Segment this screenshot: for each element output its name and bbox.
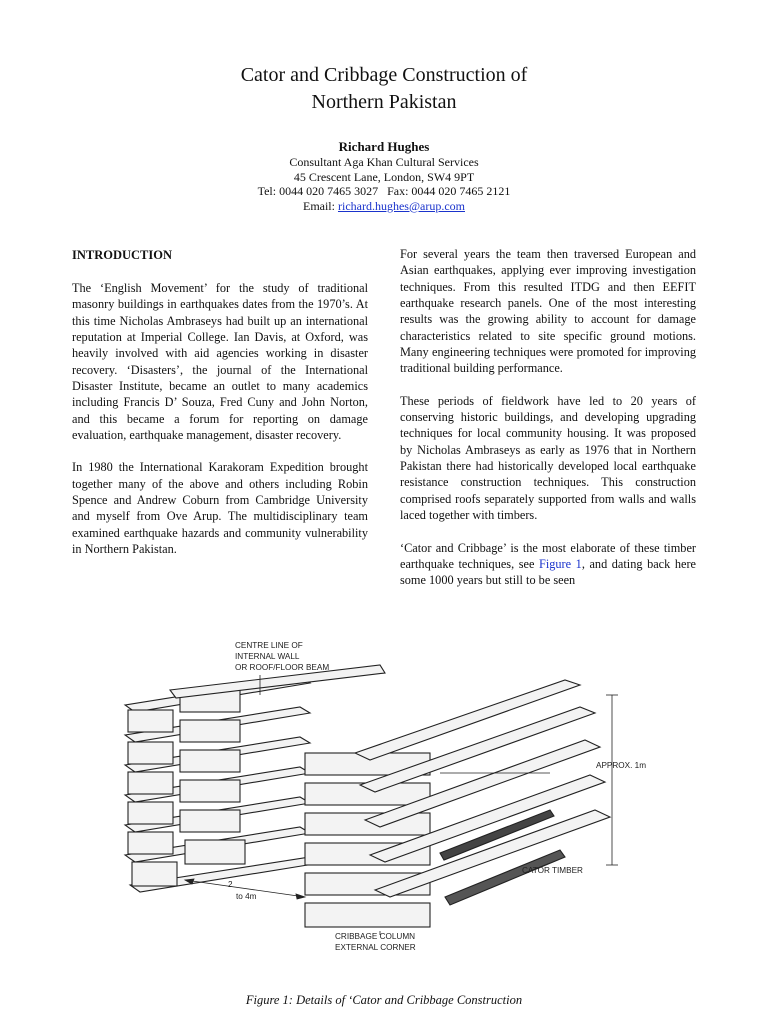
- author-role: Consultant Aga Khan Cultural Services: [289, 155, 479, 169]
- author-phones: Tel: 0044 020 7465 3027 Fax: 0044 020 7465 2121: [257, 184, 511, 198]
- author-block: [0, 138, 768, 213]
- section-heading: INTRODUCTION: [72, 248, 173, 262]
- paragraph-text: , and dating back here some 1000 years but still to be seen: [400, 556, 697, 588]
- label-centre-line-1: CENTRE LINE OF: [235, 641, 303, 650]
- title-line-1: Cator and Cribbage Construction of: [240, 64, 528, 86]
- label-approx: APPROX. 1m: [596, 761, 647, 770]
- label-cator-timber: CATOR TIMBER: [522, 866, 583, 875]
- cator-cribbage-drawing: [110, 635, 670, 965]
- author-email-line: [0, 199, 768, 214]
- title-line-2: Northern Pakistan: [311, 91, 457, 113]
- email-link[interactable]: richard.hughes@arup.com: [337, 198, 465, 213]
- label-column-1: CRIBBAGE COLUMN: [335, 932, 416, 941]
- author-name: Richard Hughes: [338, 139, 430, 154]
- right-column: [400, 246, 696, 605]
- author-address: 45 Crescent Lane, London, SW4 9PT: [293, 169, 475, 184]
- figure-caption: Figure 1: Details of ‘Cator and Cribbage Construction: [245, 993, 523, 1007]
- label-span-2: to 4m: [236, 892, 257, 901]
- label-column-2: EXTERNAL CORNER: [335, 943, 416, 952]
- paragraph: [400, 540, 696, 589]
- label-centre-line-3: OR ROOF/FLOOR BEAM: [235, 663, 330, 672]
- email-label: Email:: [302, 198, 338, 213]
- figure-1: [110, 635, 670, 965]
- paragraph: In 1980 the International Karakoram Expedition brought together many of the above and others including Robin Spence and Andrew Coburn from Cambridge University and myself from Ove Arup. The multidisciplinary team examined earthquake hazards and community vulnerability in Northern Pakistan.: [72, 460, 368, 557]
- page-title: [0, 62, 768, 116]
- paragraph: The ‘English Movement’ for the study of traditional masonry buildings in earthquakes dates from the 1970’s. At this time Nicholas Ambraseys had built up an international reputation at Imperial College. Ian Davis, at Oxford, was heavily involved with aid agencies working in disaster recovery. ‘Disasters’, the journal of the International Disaster Institute, became an outlet to many academics including Francis D’ Souza, Fred Cuny and John Norton, and this became a forum for reporting on damage evaluation, earthquake management, disaster recovery.: [72, 281, 368, 443]
- figure-reference-link[interactable]: Figure 1: [539, 556, 582, 571]
- left-column: [72, 246, 368, 574]
- label-span-1: 2: [228, 880, 233, 889]
- paragraph: For several years the team then traversed European and Asian earthquakes, applying ever improving investigation techniques. From this resulted ITDG and then EEFIT earthquake research panels. One of the most interesting results was the growing ability to account for damage characteristics related to site specific ground motions. Many engineering techniques were promoted for improving traditional building performance.: [400, 247, 696, 376]
- paragraph: These periods of fieldwork have led to 20 years of conserving historic buildings, and developing upgrading techniques for local community housing. It was proposed by Nicholas Ambraseys as early as 1976 that in Northern Pakistan there had historically developed local earthquake resistance construction techniques. This construction comprised roofs separately supported from walls and walls laced together with timbers.: [400, 393, 696, 523]
- paragraph-text: ‘Cator and Cribbage’ is the most elaborate of these timber earthquake techniques, see: [400, 540, 696, 571]
- label-centre-line-2: INTERNAL WALL: [235, 652, 300, 661]
